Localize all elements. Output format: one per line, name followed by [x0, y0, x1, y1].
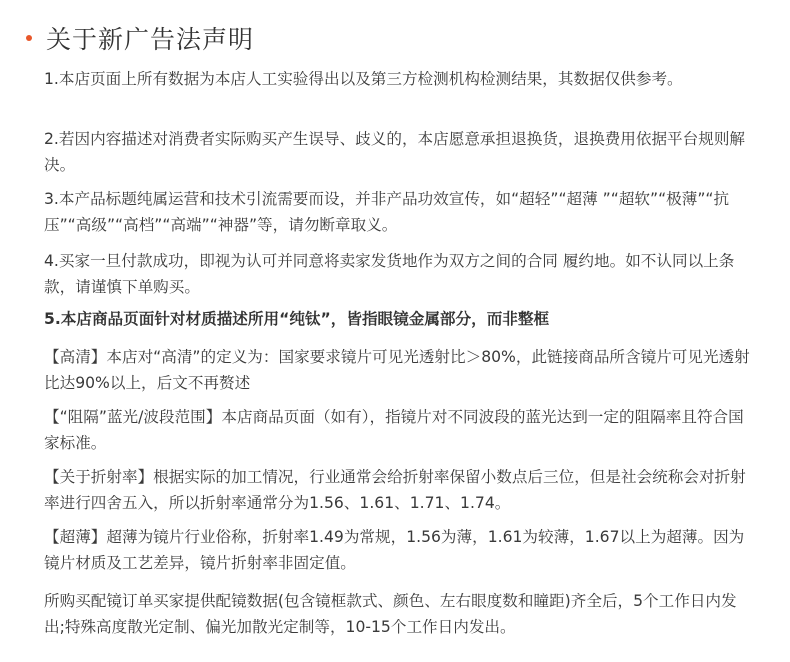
paragraph-2: 2.若因内容描述对消费者实际购买产生误导、歧义的，本店愿意承担退换货，退换费用依据平台规则解决。: [44, 130, 746, 174]
page-title: 关于新广告法声明: [46, 25, 255, 54]
paragraph-3: 3.本产品标题纯属运营和技术引流需要而设，并非产品功效宣传，如“超轻”“超薄 ”“超软”“极薄”“抗压”“高级”“高档”“高端”“神器”等，请勿断章取义。: [44, 190, 730, 234]
bullet-dot-icon: [26, 35, 32, 41]
paragraph-blue-light: 【“阻隔”蓝光/波段范围】本店商品页面（如有），指镜片对不同波段的蓝光达到一定的阻隔率且符合国家标准。: [44, 408, 744, 452]
section-header: [20, 16, 254, 60]
paragraph-ultrathin: 【超薄】超薄为镜片行业俗称，折射率1.49为常规，1.56为薄，1.61为较薄，1.67以上为超薄。因为镜片材质及工艺差异，镜片折射率非固定值。: [44, 528, 745, 572]
paragraph-hd: 【高清】本店对“高清”的定义为：国家要求镜片可见光透射比＞80%，此链接商品所含镜片可见光透射比达90%以上，后文不再赘述: [44, 348, 750, 392]
paragraph-4: 4.买家一旦付款成功，即视为认可并同意将卖家发货地作为双方之间的合同 履约地。如不认同以上条款，请谨慎下单购买。: [44, 252, 735, 296]
paragraph-refraction: 【关于折射率】根据实际的加工情况，行业通常会给折射率保留小数点后三位，但是社会统称会对折射率进行四舍五入，所以折射率通常分为1.56、1.61、1.71、1.74。: [44, 468, 746, 512]
paragraph-5: 5.本店商品页面针对材质描述所用“纯钛”，皆指眼镜金属部分，而非整框: [44, 310, 550, 328]
paragraph-1: 1.本店页面上所有数据为本店人工实验得出以及第三方检测机构检测结果，其数据仅供参考。: [44, 70, 683, 88]
paragraph-shipping: 所购买配镜订单买家提供配镜数据(包含镜框款式、颜色、左右眼度数和瞳距)齐全后，5个工作日内发出;特殊高度散光定制、偏光加散光定制等，10-15个工作日内发出。: [44, 592, 737, 636]
